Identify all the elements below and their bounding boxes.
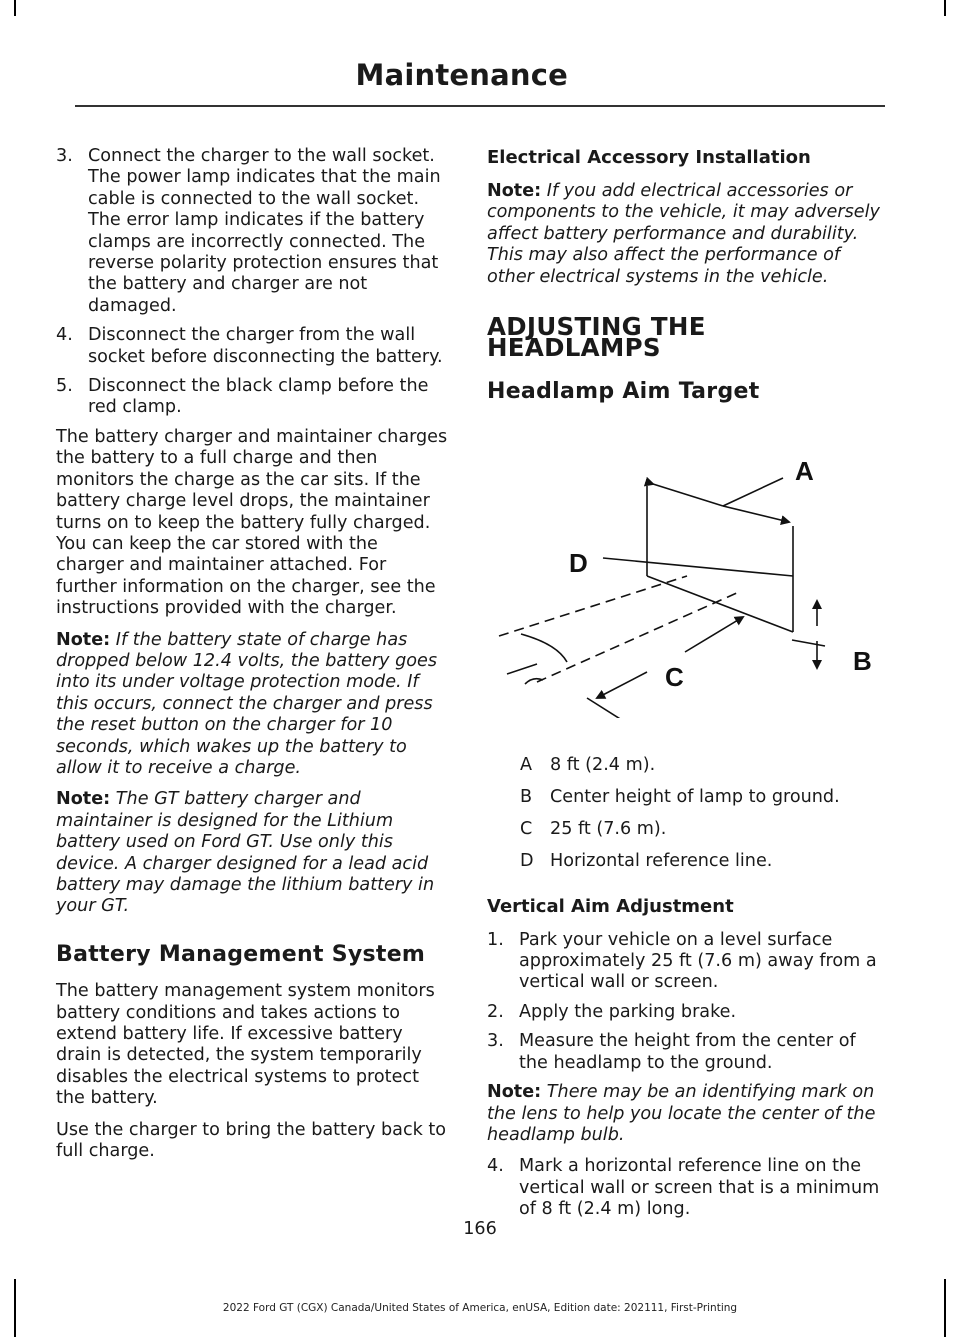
page-title: Maintenance xyxy=(355,58,568,92)
label-d: D xyxy=(569,548,588,579)
paragraph: Use the charger to bring the battery back to full charge. xyxy=(56,1119,447,1162)
step-text: Disconnect the charger from the wall socket before disconnecting the battery. xyxy=(88,325,443,367)
subsection-heading: Headlamp Aim Target xyxy=(487,378,760,404)
step-number: 4. xyxy=(56,325,73,346)
left-column xyxy=(56,146,448,1172)
dimension-a-leader xyxy=(723,478,783,506)
note xyxy=(56,789,448,917)
legend-key: A xyxy=(520,754,533,775)
step-text: Apply the parking brake. xyxy=(519,1001,737,1022)
b-tick xyxy=(792,640,825,646)
page-number: 166 xyxy=(463,1219,497,1239)
step-number: 3. xyxy=(487,1031,504,1052)
label-c: C xyxy=(665,662,684,693)
legend-row xyxy=(487,851,883,883)
legend-row xyxy=(487,755,883,787)
list-item xyxy=(487,1002,883,1023)
step-number: 5. xyxy=(56,376,73,397)
dimension-c-arrow xyxy=(597,672,647,698)
list-item xyxy=(487,1156,883,1220)
paragraph: The battery management system monitors battery conditions and takes actions to extend battery life. If excessive battery drain is detected, the system temporarily disables the electrical systems to protect the battery. xyxy=(56,981,435,1109)
right-column xyxy=(487,146,883,1229)
note-label: Note: xyxy=(487,181,542,201)
dimension-c-arrow xyxy=(685,617,743,652)
step-text: Park your vehicle on a level surface approximately 25 ft (7.6 m) away from a vertical wall or screen. xyxy=(519,929,877,993)
ground-tick xyxy=(587,698,625,718)
legend-key: B xyxy=(520,786,533,807)
legend-row xyxy=(487,787,883,819)
note-text: The GT battery charger and maintainer is designed for the Lithium battery used on Ford GT. Use only this device. A charger designed for a lead acid battery may damage the lithium battery in your GT. xyxy=(56,789,435,917)
list-item xyxy=(56,325,448,368)
dimension-a-arrow xyxy=(723,506,789,522)
note-text: There may be an identifying mark on the lens to help you locate the center of the headlamp bulb. xyxy=(487,1082,876,1145)
step-text: Mark a horizontal reference line on the vertical wall or screen that is a minimum of 8 ft (2.4 m) long. xyxy=(519,1156,880,1220)
legend xyxy=(487,755,883,883)
legend-value: 8 ft (2.4 m). xyxy=(550,754,656,775)
list-item xyxy=(487,930,883,994)
note xyxy=(56,630,448,780)
note xyxy=(487,181,883,288)
step-number: 1. xyxy=(487,929,504,950)
dimension-a-arrow xyxy=(653,484,723,506)
note-text: If you add electrical accessories or components to the vehicle, it may adversely affect battery performance and durability. This may also affect the performance of other electrical systems in the vehicle. xyxy=(487,181,880,287)
step-number: 4. xyxy=(487,1156,504,1177)
step-text: Disconnect the black clamp before the red clamp. xyxy=(88,376,429,418)
legend-key: D xyxy=(520,850,534,871)
legend-value: Horizontal reference line. xyxy=(550,850,773,871)
crop-mark xyxy=(14,0,16,16)
note-label: Note: xyxy=(56,629,111,650)
subsection-heading: Electrical Accessory Installation xyxy=(487,147,811,168)
step-text: Connect the charger to the wall socket. The power lamp indicates that the main cable is connected to the wall socket. The error lamp indicates if the battery clamps are incorrectly connected. The reverse polarity protection ensures that the battery and charger are not damaged. xyxy=(88,146,441,316)
footer-edition-text: 2022 Ford GT (CGX) Canada/United States of America, enUSA, Edition date: 202111, First-Printing xyxy=(222,1302,738,1314)
step-text: Measure the height from the center of the headlamp to the ground. xyxy=(519,1031,856,1073)
headlamp-aim-diagram xyxy=(487,436,883,718)
note-label: Note: xyxy=(487,1082,542,1103)
step-number: 3. xyxy=(56,146,73,166)
legend-value: Center height of lamp to ground. xyxy=(550,786,840,807)
car-outline xyxy=(521,634,567,662)
list-item xyxy=(56,146,448,317)
subsection-heading: Vertical Aim Adjustment xyxy=(487,895,734,917)
legend-key: C xyxy=(520,818,533,839)
ground-line xyxy=(507,664,537,674)
header-divider xyxy=(75,105,885,107)
step-number: 2. xyxy=(487,1001,504,1022)
note-text: If the battery state of charge has dropped below 12.4 volts, the battery goes into its under voltage protection mode. If this occurs, connect the charger and press the reset button on the charger for 10 seconds, which wakes up the battery to allow it to receive a charge. xyxy=(56,629,437,778)
list-item xyxy=(487,1031,883,1074)
list-item xyxy=(56,376,448,419)
crop-mark xyxy=(944,0,946,16)
reference-line-d xyxy=(603,558,793,576)
label-a: A xyxy=(795,456,814,487)
section-heading: ADJUSTING THE HEADLAMPS xyxy=(487,312,706,363)
note-label: Note: xyxy=(56,789,111,810)
note xyxy=(487,1082,883,1146)
legend-row xyxy=(487,819,883,851)
section-heading: Battery Management System xyxy=(56,941,426,967)
label-b: B xyxy=(853,646,872,677)
legend-value: 25 ft (7.6 m). xyxy=(550,818,667,839)
paragraph: The battery charger and maintainer charges the battery to a full charge and then monitors the charge as the car sits. If the battery charge level drops, the maintainer turns on to keep the battery fully charged. You can keep the car stored with the charger and maintainer attached. For further information on the charger, see the instructions provided with the charger. xyxy=(56,426,448,619)
